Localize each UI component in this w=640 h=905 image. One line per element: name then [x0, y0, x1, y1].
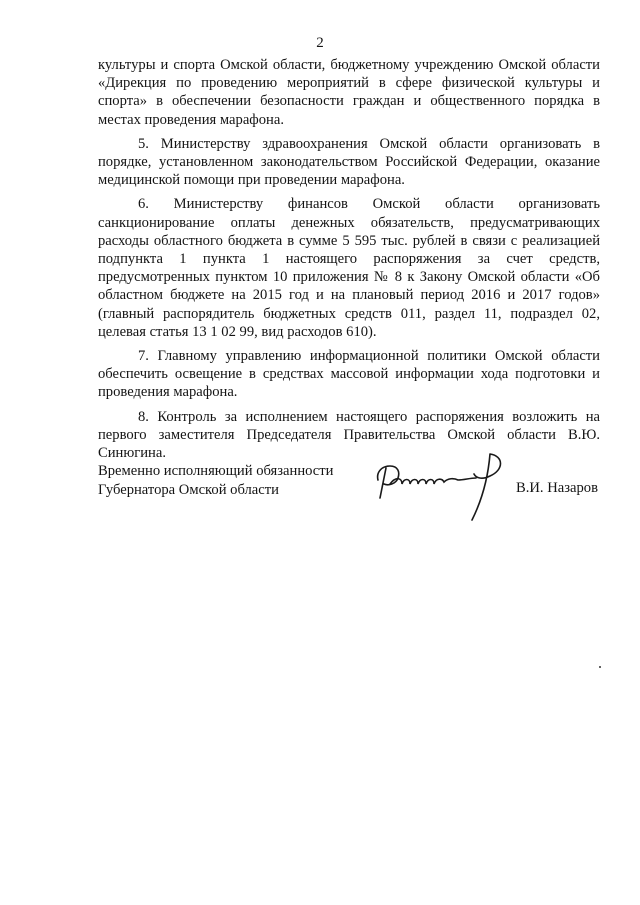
document-body — [98, 56, 600, 468]
paragraph-item-8: 8. Контроль за исполнением настоящего распоряжения возложить на первого заместителя Председателя Правительства Омской области В.Ю. Синюгина. — [98, 408, 600, 462]
signatory-title-line-1: Временно исполняющий обязанности — [98, 463, 334, 479]
paragraph-item-6: 6. Министерству финансов Омской области организовать санкционирование оплаты денежных обязательств, предусматривающих расходы областного бюджета в сумме 5 595 тыс. рублей в связи с реализацией подпункта 1 пункта 1 настоящего распоряжения за счет средств, предусмотренных пунктом 10 приложения № 8 к Закону Омской области «Об областном бюджете на 2015 год и на плановый период 2016 и 2017 годов» (главный распорядитель бюджетных средств 011, раздел 11, подраздел 02, целевая статья 13 1 02 99, вид расходов 610). — [98, 196, 600, 340]
signatory-title — [98, 462, 333, 499]
signatory-name: В.И. Назаров — [516, 480, 598, 496]
handwritten-signature — [372, 448, 512, 528]
paragraph-continuation: культуры и спорта Омской области, бюджетному учреждению Омской области «Дирекция по проведению мероприятий в сфере физической культуры и спорта» в обеспечении безопасности граждан и общественного порядка в местах проведения марафона. — [98, 57, 600, 128]
scan-speck — [599, 666, 601, 668]
paragraph-item-5: 5. Министерству здравоохранения Омской области организовать в порядке, установленном законодательством Российской Федерации, оказание медицинской помощи при проведении марафона. — [98, 135, 600, 189]
paragraph-item-7: 7. Главному управлению информационной политики Омской области обеспечить освещение в средствах массовой информации хода подготовки и проведения марафона. — [98, 348, 600, 401]
page-number: 2 — [316, 35, 324, 51]
signatory-title-line-2: Губернатора Омской области — [98, 481, 279, 498]
